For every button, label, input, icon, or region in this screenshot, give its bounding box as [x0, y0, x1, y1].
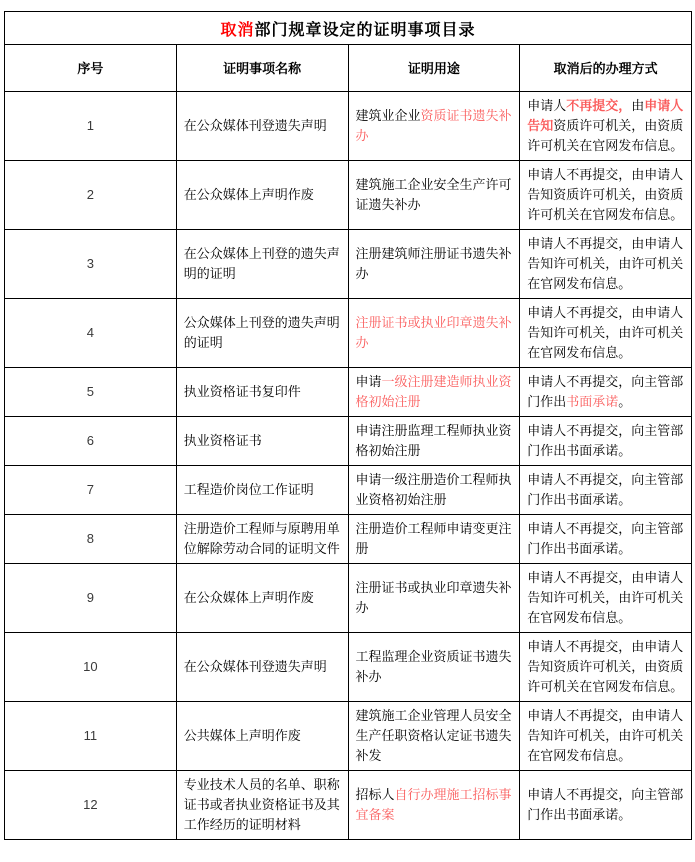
method-cell: [520, 466, 692, 515]
header-row: [5, 45, 692, 92]
row-number: 5: [5, 368, 177, 417]
text-segment: 申请一级注册造价工程师执业资格初始注册: [355, 472, 512, 507]
item-name-cell: 公共媒体上声明作废: [176, 702, 348, 771]
highlighted-text-segment: 不再提交，: [566, 98, 632, 113]
purpose-cell: [348, 161, 520, 230]
page-title-rest: 部门规章设定的证明事项目录: [254, 21, 476, 39]
text-segment: 申请人不再提交，向主管部门作出: [527, 374, 684, 409]
method-cell: [520, 230, 692, 299]
highlighted-text-segment: 资质证书遗失补办: [355, 108, 512, 143]
catalog-table: [4, 11, 692, 840]
purpose-cell: [348, 92, 520, 161]
text-segment: 工程监理企业资质证书遗失补办: [355, 649, 512, 684]
text-segment: 申请人不再提交，向主管部门作出书面承诺。: [527, 521, 684, 556]
header-purpose: 证明用途: [348, 45, 520, 92]
item-name-cell: 在公众媒体刊登遗失声明: [176, 92, 348, 161]
highlighted-text-segment: 书面承诺: [566, 394, 619, 409]
row-number: 6: [5, 417, 177, 466]
highlighted-text-segment: 自行办理施工招标事宜备案: [355, 787, 512, 822]
header-item-name: 证明事项名称: [176, 45, 348, 92]
row-number: 3: [5, 230, 177, 299]
highlighted-text-segment: 一级注册建造师执业资格初始注册: [355, 374, 512, 409]
purpose-cell: [348, 702, 520, 771]
table-row: [5, 368, 692, 417]
table-body: [5, 92, 692, 840]
row-number: 9: [5, 564, 177, 633]
text-segment: 申请人不再提交，由申请人告知许可机关，由许可机关在官网发布信息。: [527, 708, 684, 763]
table-row: [5, 299, 692, 368]
text-segment: 申请: [355, 374, 382, 389]
purpose-cell: [348, 230, 520, 299]
text-segment: 建筑施工企业管理人员安全生产任职资格认定证书遗失补发: [355, 708, 512, 763]
table-row: [5, 466, 692, 515]
row-number: 2: [5, 161, 177, 230]
text-segment: 资质许可机关，由资质许可机关在官网发布信息。: [527, 118, 684, 153]
text-segment: 申请人不再提交，由申请人告知许可机关，由许可机关在官网发布信息。: [527, 305, 684, 360]
table-row: [5, 230, 692, 299]
table-row: [5, 92, 692, 161]
text-segment: 注册证书或执业印章遗失补办: [355, 580, 512, 615]
method-cell: [520, 771, 692, 840]
text-segment: 申请人不再提交，向主管部门作出书面承诺。: [527, 423, 684, 458]
text-segment: 申请人不再提交，向主管部门作出书面承诺。: [527, 787, 684, 822]
title-row: [5, 12, 692, 45]
purpose-cell: [348, 515, 520, 564]
method-cell: [520, 564, 692, 633]
text-segment: 申请人不再提交，由申请人告知许可机关，由许可机关在官网发布信息。: [527, 236, 684, 291]
row-number: 12: [5, 771, 177, 840]
item-name-cell: 工程造价岗位工作证明: [176, 466, 348, 515]
page-title-highlight: 取消: [220, 21, 255, 39]
purpose-cell: [348, 633, 520, 702]
method-cell: [520, 515, 692, 564]
highlighted-text-segment: 注册证书或执业印章遗失补办: [355, 315, 512, 350]
table-row: [5, 564, 692, 633]
text-segment: 招标人: [355, 787, 395, 802]
purpose-cell: [348, 368, 520, 417]
method-cell: [520, 368, 692, 417]
text-segment: 建筑业企业: [355, 108, 421, 123]
item-name-cell: 执业资格证书: [176, 417, 348, 466]
text-segment: 申请人: [527, 98, 567, 113]
purpose-cell: [348, 299, 520, 368]
text-segment: 申请人不再提交，由申请人告知资质许可机关，由资质许可机关在官网发布信息。: [527, 167, 684, 222]
row-number: 7: [5, 466, 177, 515]
text-segment: 申请注册监理工程师执业资格初始注册: [355, 423, 512, 458]
text-segment: 申请人不再提交，由申请人告知许可机关，由许可机关在官网发布信息。: [527, 570, 684, 625]
row-number: 4: [5, 299, 177, 368]
item-name-cell: 执业资格证书复印件: [176, 368, 348, 417]
method-cell: [520, 633, 692, 702]
row-number: 11: [5, 702, 177, 771]
item-name-cell: 注册造价工程师与原聘用单位解除劳动合同的证明文件: [176, 515, 348, 564]
table-head: [5, 12, 692, 92]
table-row: [5, 161, 692, 230]
item-name-cell: 公众媒体上刊登的遗失声明的证明: [176, 299, 348, 368]
text-segment: 。: [618, 394, 632, 409]
row-number: 10: [5, 633, 177, 702]
method-cell: [520, 417, 692, 466]
text-segment: 建筑施工企业安全生产许可证遗失补办: [355, 177, 512, 212]
table-row: [5, 702, 692, 771]
header-no: 序号: [5, 45, 177, 92]
item-name-cell: 专业技术人员的名单、职称证书或者执业资格证书及其工作经历的证明材料: [176, 771, 348, 840]
table-row: [5, 515, 692, 564]
highlighted-text-segment: 申请人告知: [527, 98, 684, 133]
method-cell: [520, 92, 692, 161]
purpose-cell: [348, 564, 520, 633]
row-number: 8: [5, 515, 177, 564]
item-name-cell: 在公众媒体上声明作废: [176, 564, 348, 633]
purpose-cell: [348, 417, 520, 466]
method-cell: [520, 161, 692, 230]
table-row: [5, 771, 692, 840]
header-method: 取消后的办理方式: [520, 45, 692, 92]
item-name-cell: 在公众媒体刊登遗失声明: [176, 633, 348, 702]
text-segment: 申请人不再提交，由申请人告知资质许可机关，由资质许可机关在官网发布信息。: [527, 639, 684, 694]
text-segment: 注册建筑师注册证书遗失补办: [355, 246, 512, 281]
method-cell: [520, 299, 692, 368]
page-title: [5, 12, 692, 45]
row-number: 1: [5, 92, 177, 161]
table-row: [5, 633, 692, 702]
table-row: [5, 417, 692, 466]
method-cell: [520, 702, 692, 771]
text-segment: 注册造价工程师申请变更注册: [355, 521, 512, 556]
text-segment: 由: [631, 98, 645, 113]
item-name-cell: 在公众媒体上声明作废: [176, 161, 348, 230]
purpose-cell: [348, 771, 520, 840]
purpose-cell: [348, 466, 520, 515]
item-name-cell: 在公众媒体上刊登的遗失声明的证明: [176, 230, 348, 299]
text-segment: 申请人不再提交，向主管部门作出书面承诺。: [527, 472, 684, 507]
